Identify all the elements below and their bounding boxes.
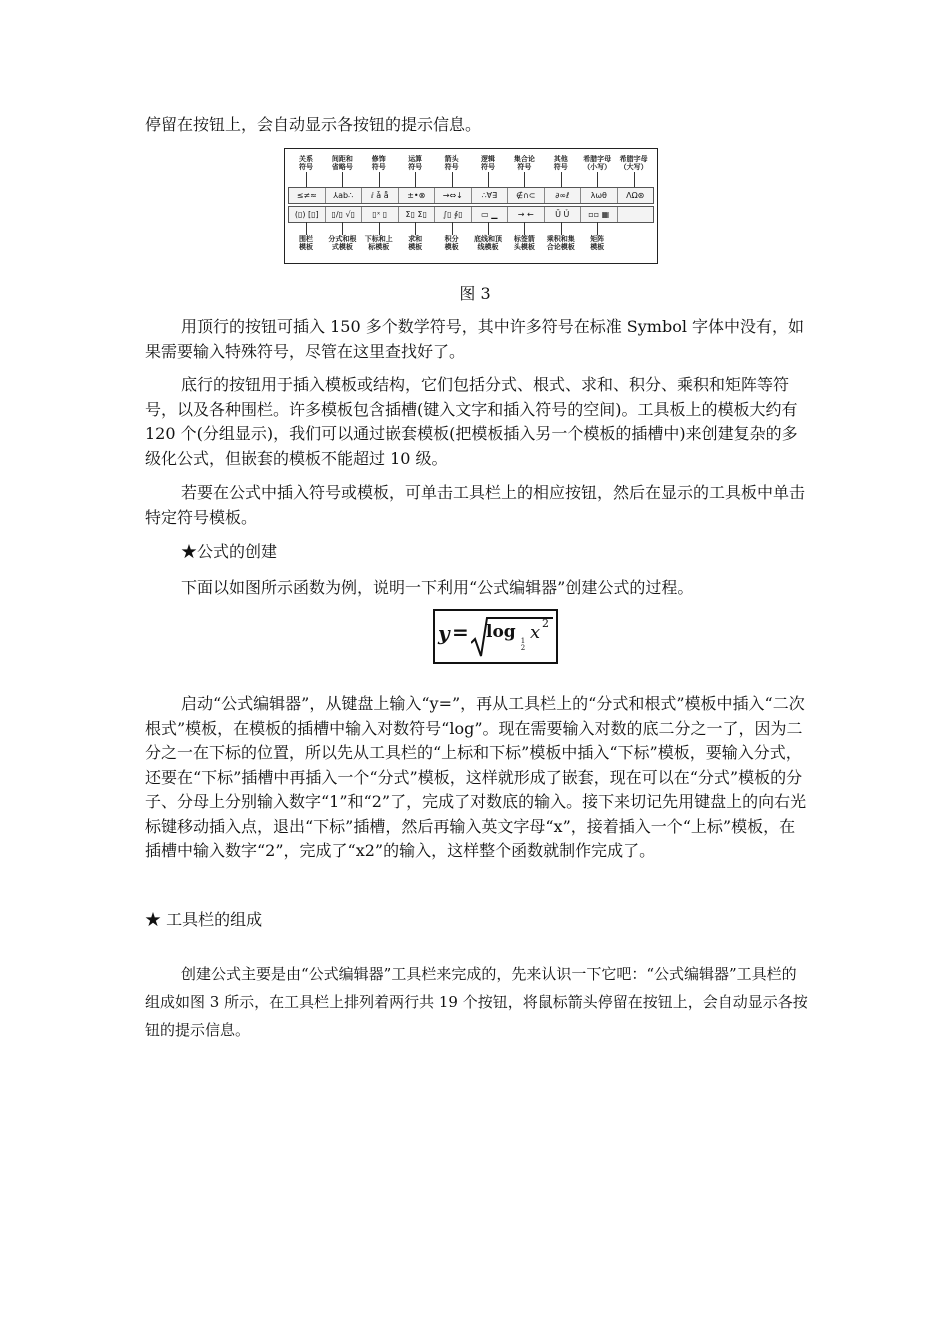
bottom-row-label: 下标和上 标模板 [364,235,393,251]
fraction-denominator: 2 [520,644,526,652]
toolbar-top-button[interactable]: ≤≠≈ [289,188,326,203]
toolbar-top-button[interactable]: →⇔↓ [435,188,472,203]
bottom-row-label: 底线和顶 线模板 [474,235,502,251]
figure-caption: 图 3 [459,284,491,303]
callout-line [597,222,598,235]
callout-line [488,222,489,235]
bottom-row-label: 围栏 模板 [299,235,313,251]
bottom-row-label: 求和 模板 [408,235,423,251]
toolbar-bottom-button[interactable]: Σ▯ Σ▯ [399,207,436,222]
toolbar-bottom-button[interactable]: (▯) [▯] [289,207,326,222]
callout-line [561,172,562,187]
formula-log: log [486,622,516,642]
callout-line [488,172,489,187]
top-row-label: 希腊字母 （小写） [583,155,612,171]
callout-line [634,172,635,187]
equation-toolbar-figure [284,148,658,264]
callout-line [306,222,307,235]
toolbar-bottom-button[interactable]: ∫▯ ∮▯ [435,207,472,222]
toolbar-bottom-button[interactable]: ▯ˣ ▯ [362,207,399,222]
toolbar-bottom-button[interactable] [618,207,654,222]
toolbar-top-button[interactable]: ΛΩ⊛ [626,191,645,200]
bottom-row-label: 标签箭 头模板 [513,235,535,251]
callout-line [452,222,453,235]
callout-line [379,222,380,235]
top-row-label: 希腊字母 （大写） [619,155,648,171]
toolbar-bottom-button[interactable]: ▯/▯ √▯ [326,207,363,222]
callout-line [415,172,416,187]
toolbar-top-button[interactable]: ⅈ ǡ ǟ [362,188,399,203]
top-row-label: 其他 符号 [553,155,568,171]
toolbar-bottom-button[interactable]: → ← [508,207,545,222]
toolbar-top-button[interactable]: λωθ [581,188,618,203]
formula-equals: = [452,620,469,644]
toolbar-bottom-button[interactable]: ▭ ▁ [472,207,509,222]
paragraph-5: 创建公式主要是由“公式编辑器”工具栏来完成的，先来认识一下它吧：“公式编辑器”工具栏的组成如图 3 所示，在工具栏上排列着两行共 19 个按钮，将鼠标箭头停留在按钮上，会自动显示各按钮的提示信息。 [145,965,808,1039]
callout-line [342,222,343,235]
toolbar-top-button[interactable]: ±•⊗ [399,188,436,203]
toolbar-top-button[interactable]: ∂∞ℓ [545,188,582,203]
bottom-row-label: 乘积和集 合论模板 [546,235,575,251]
paragraph-4: 启动“公式编辑器”，从键盘上输入“y=”，再从工具栏上的“分式和根式”模板中插入“二次根式”模板，在模板的插槽中输入对数符号“log”。现在需要输入对数的底二分之一了，因为二分之一在下标的位置，所以先从工具栏的“上标和下标”模板中插入“下标”模板，要输入分式，还要在“下标”插槽中再插入一个“分式”模板，这样就形成了嵌套，现在可以在“分式”模板的分子、分母上分别输入数字“1”和“2”了，完成了对数底的输入。接下来切记先用键盘上的向右光标键移动插入点，退出“下标”插槽，然后再输入英文字母“x”，接着插入一个“上标”模板，在插槽中输入数字“2”，完成了“x2”的输入，这样整个函数就制作完成了。 [145,694,807,860]
toolbar-top-button[interactable]: ∉∩⊂ [508,188,545,203]
paragraph-2: 底行的按钮用于插入模板或结构，它们包括分式、根式、求和、积分、乘积和矩阵等符号，以及各种围栏。许多模板包含插槽(键入文字和插入符号的空间)。工具板上的模板大约有 120 个(分组显示)，我们可以通过嵌套模板(把模板插入另一个模板的插槽中)来创建复杂的多级化公式，但嵌套的模板不能超过 10 级。 [145,375,798,468]
toolbar-bottom-row [288,206,654,223]
paragraph-1: 用顶行的按钮可插入 150 多个数学符号，其中许多符号在标准 Symbol 字体中没有，如果需要输入特殊符号，尽管在这里查找好了。 [145,317,805,361]
top-row-label: 修饰 符号 [371,155,386,171]
callout-line [524,172,525,187]
toolbar-bottom-button[interactable]: ▫▫ ▦ [581,207,618,222]
callout-line [379,172,380,187]
toolbar-top-button[interactable]: ⅄ab∴ [326,188,363,203]
bottom-row-label: 矩阵 模板 [590,235,605,251]
formula-intro: 下面以如图所示函数为例，说明一下利用“公式编辑器”创建公式的过程。 [181,578,694,597]
callout-line [342,172,343,187]
callout-line [561,222,562,235]
bottom-row-label: 分式和根 式模板 [328,235,357,251]
paragraph-3: 若要在公式中插入符号或模板，可单击工具栏上的相应按钮，然后在显示的工具板中单击特定符号模板。 [145,483,806,527]
bottom-row-label: 积分 模板 [444,235,459,251]
callout-line [524,222,525,235]
top-row-label: 集合论 符号 [513,155,535,171]
heading-toolbar-composition: ★ 工具栏的组成 [145,910,263,929]
callout-line [415,222,416,235]
top-row-label: 箭头 符号 [444,155,459,171]
formula-y: y [438,621,450,645]
callout-line [306,172,307,187]
callout-line [597,172,598,187]
fraction-numerator: 1 [520,637,526,645]
formula-image [433,609,558,664]
toolbar-top-button[interactable]: ∴∀∃ [472,188,509,203]
top-row-label: 关系 符号 [299,155,313,171]
formula-superscript: 2 [542,617,549,630]
top-row-label: 逻辑 符号 [481,155,495,171]
top-row-label: 运算 符号 [408,155,423,171]
toolbar-top-row [288,187,654,204]
formula-fraction [519,638,527,652]
formula-x: x [530,622,541,643]
callout-line [452,172,453,187]
toolbar-bottom-button[interactable]: Ū Ủ [545,207,582,222]
intro-line: 停留在按钮上，会自动显示各按钮的提示信息。 [145,115,482,134]
heading-formula-creation: ★公式的创建 [181,542,278,561]
top-row-label: 间距和 省略号 [331,155,353,171]
